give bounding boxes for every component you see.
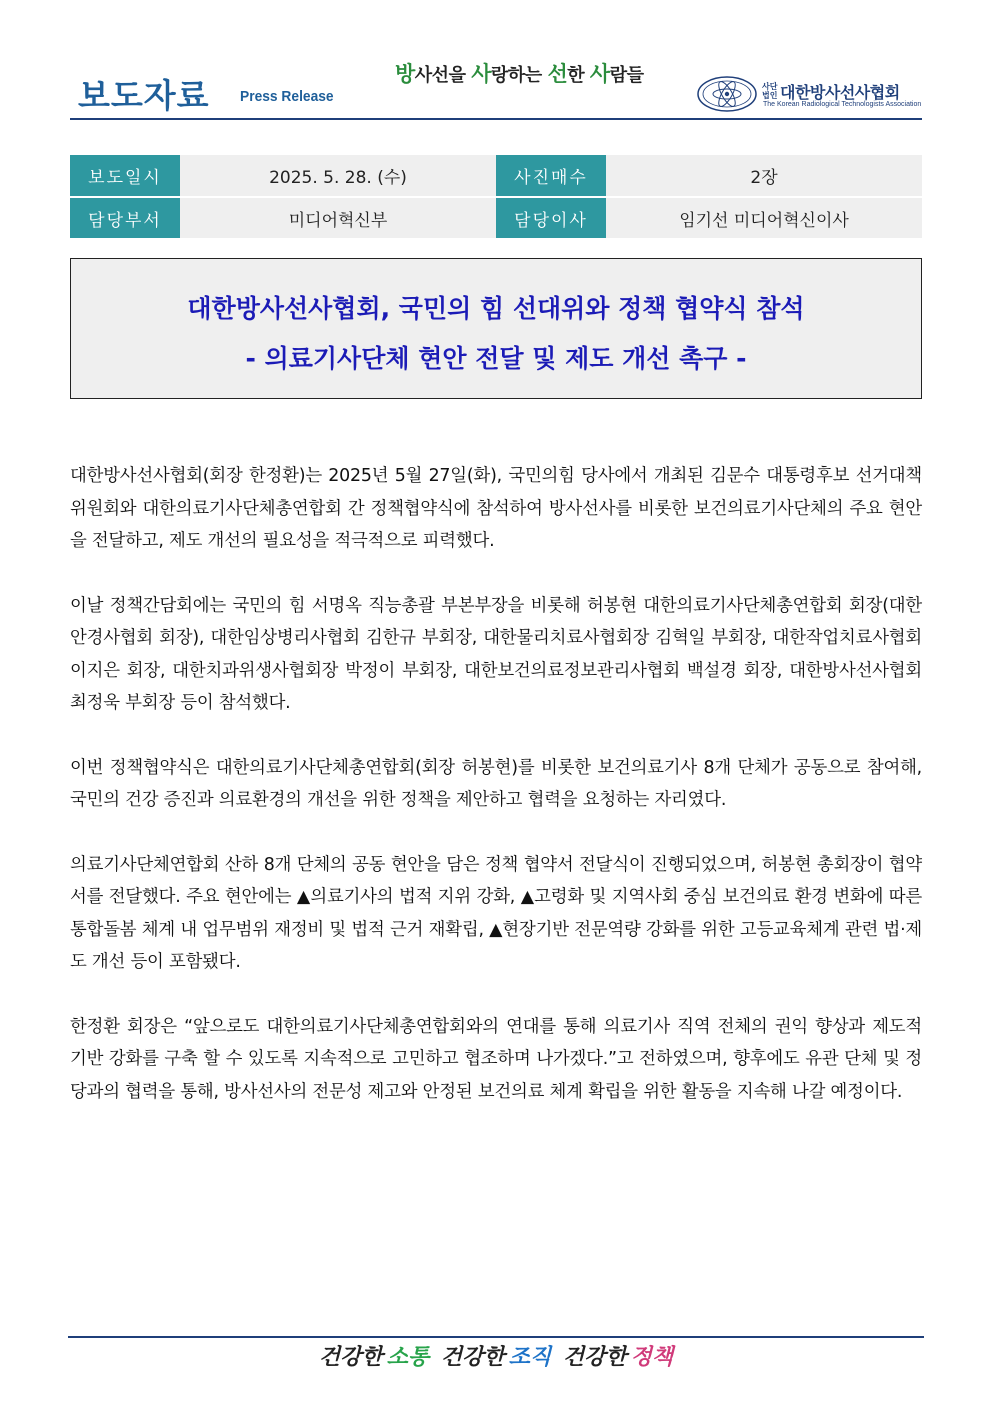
dept-value: 미디어혁신부	[180, 197, 496, 239]
body-paragraph: 이번 정책협약식은 대한의료기사단체총연합회(회장 허봉현)를 비롯한 보건의료기사 8개 단체가 공동으로 참여해, 국민의 건강 증진과 의료환경의 개선을 위한 정책을 제안하고 협력을 요청하는 자리였다.	[70, 757, 922, 810]
slogan-part: 랑하는	[491, 65, 548, 86]
footer-word: 건강한	[440, 1344, 505, 1370]
body-paragraph: 한정환 회장은 “앞으로도 대한의료기사단체총연합회와의 연대를 통해 의료기사 직역 전체의 권익 향상과 제도적 기반 강화를 구축 할 수 있도록 지속적으로 고민하고 협조하며 나가겠다.”고 전하였으며, 향후에도 유관 단체 및 정당과의 협력을 통해, 방사선사의 전문성 제고와 안정된 보건의료 체계 확립을 위한 활동을 지속해 나갈 예정이다.	[70, 1016, 922, 1102]
footer-word: 정책	[630, 1344, 674, 1370]
page-header	[70, 48, 922, 122]
slogan	[395, 58, 644, 88]
slogan-part: 람들	[609, 65, 644, 86]
slogan-part: 방	[395, 62, 415, 86]
table-row	[70, 197, 922, 239]
body-paragraph: 대한방사선사협회(회장 한정환)는 2025년 5월 27일(화), 국민의힘 당사에서 개최된 김문수 대통령후보 선거대책위원회와 대한의료기사단체총연합회 간 정책협약식에 참석하여 방사선사를 비롯한 보건의료기사단체의 주요 현안을 전달하고, 제도 개선의 필요성을 적극적으로 피력했다.	[70, 466, 922, 551]
release-info-table	[70, 155, 922, 240]
atom-emblem-icon	[696, 76, 758, 112]
date-value: 2025. 5. 28. (수)	[180, 155, 496, 197]
headline-box	[70, 258, 922, 399]
footer-slogan	[0, 1340, 992, 1371]
slogan-part: 한	[567, 65, 590, 86]
footer-word: 소통	[386, 1344, 430, 1370]
org-prefix: 사단법인	[762, 82, 778, 100]
footer-divider	[68, 1336, 924, 1338]
slogan-part: 사	[589, 62, 610, 86]
org-english-name: The Korean Radiological Technologists Association	[763, 101, 922, 108]
footer-word: 조직	[508, 1344, 552, 1370]
dept-label: 담당부서	[70, 197, 180, 239]
director-label: 담당이사	[496, 197, 606, 239]
slogan-part: 선	[547, 62, 568, 86]
footer-word: 건강한	[318, 1344, 383, 1370]
photos-value: 2장	[606, 155, 922, 197]
slogan-part: 사선을	[414, 65, 472, 86]
slogan-part: 사	[471, 62, 492, 86]
press-release-subtitle: Press Release	[240, 88, 334, 105]
press-release-title: 보도자료	[78, 76, 210, 115]
body-paragraph: 의료기사단체연합회 산하 8개 단체의 공동 현안을 담은 정책 협약서 전달식이 진행되었으며, 허봉현 총회장이 협약서를 전달했다. 주요 현안에는 ▲의료기사의 법적 지위 강화, ▲고령화 및 지역사회 중심 보건의료 환경 변화에 따른 통합돌봄 체계 내 업무범위 재정비 및 법적 근거 재확립, ▲현장기반 전문역량 강화를 위한 고등교육체계 관련 법·제도 개선 등이 포함됐다.	[70, 854, 922, 972]
headline-title: 대한방사선사협회, 국민의 힘 선대위와 정책 협약식 참석	[187, 294, 805, 323]
table-row	[70, 155, 922, 197]
header-divider	[70, 118, 922, 120]
date-label: 보도일시	[70, 155, 180, 197]
footer-word: 건강한	[562, 1344, 627, 1370]
photos-label: 사진매수	[496, 155, 606, 197]
director-value: 임기선 미디어혁신이사	[606, 197, 922, 239]
body-paragraph: 이날 정책간담회에는 국민의 힘 서명옥 직능총괄 부본부장을 비롯해 허봉현 대한의료기사단체총연합회 회장(대한안경사협회 회장), 대한임상병리사협회 김한규 부회장, 대한물리치료사협회장 김혁일 부회장, 대한작업치료사협회 이지은 회장, 대한치과위생사협회장 박정이 부회장, 대한보건의료정보관리사협회 백설경 회장, 대한방사선사협회 최정욱 부회장 등이 참석했다.	[70, 595, 922, 713]
org-name: 대한방사선사협회	[780, 83, 900, 102]
association-logo	[696, 76, 922, 116]
article-body	[70, 460, 922, 1140]
headline-subtitle: - 의료기사단체 현안 전달 및 제도 개선 촉구 -	[245, 344, 747, 373]
